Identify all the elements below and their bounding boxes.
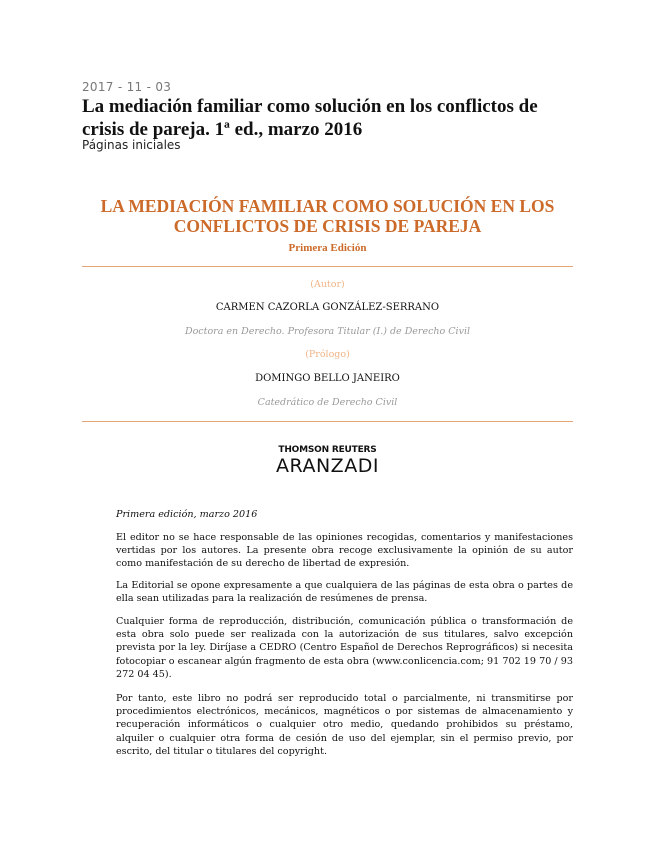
author-role: (Autor): [310, 279, 345, 290]
legal-paragraph-1: El editor no se hace responsable de las opiniones recogidas, comentarios y manifestaciones vertidas por los autores. La presente obra recoge exclusivamente la opinión de su autor como manifestación de su derecho de libertad de expresión.: [116, 532, 573, 570]
document-subtitle: Páginas iniciales: [82, 138, 181, 152]
book-title: LA MEDIACIÓN FAMILIAR COMO SOLUCIÓN EN LOS CONFLICTOS DE CRISIS DE PAREJA: [100, 196, 555, 236]
author-name: CARMEN CAZORLA GONZÁLEZ-SERRANO: [215, 302, 440, 313]
publisher-logo-main: ARANZADI: [276, 455, 379, 477]
divider-bottom: [82, 421, 573, 422]
document-title: La mediación familiar como solución en los conflictos de crisis de pareja. 1ª ed., marzo 2016: [82, 96, 538, 140]
author-description: Doctora en Derecho. Profesora Titular (I.) de Derecho Civil: [184, 326, 471, 337]
divider-top: [82, 266, 573, 267]
document-date: 2017 - 11 - 03: [82, 80, 172, 94]
prologue-author-description: Catedrático de Derecho Civil: [257, 397, 398, 408]
edition-label: Primera Edición: [288, 242, 367, 254]
legal-paragraph-3: Cualquier forma de reproducción, distribución, comunicación pública o transformación de esta obra solo puede ser realizada con la autorización de sus titulares, salvo excepción prevista por la ley. Diríjase a CEDRO (Centro Español de Derechos Reprográficos) si necesita fotocopiar o escanear algún fragmento de esta obra (www.conlicencia.com; 91 702 19 70 / 93 272 04 45).: [116, 616, 573, 680]
publisher-logo-top: THOMSON REUTERS: [278, 445, 377, 455]
edition-note: Primera edición, marzo 2016: [116, 509, 258, 520]
prologue-role: (Prólogo): [305, 349, 350, 360]
prologue-author-name: DOMINGO BELLO JANEIRO: [255, 373, 400, 384]
legal-paragraph-4: Por tanto, este libro no podrá ser reproducido total o parcialmente, ni transmitirse por procedimientos electrónicos, mecánicos, magnéticos o por sistemas de almacenamiento y recuperación informáticos o cualquier otro medio, quedando prohibidos su préstamo, alquiler o cualquier otra forma de cesión de uso del ejemplar, sin el permiso previo, por escrito, del titular o titulares del copyright.: [116, 693, 573, 757]
legal-paragraph-2: La Editorial se opone expresamente a que cualquiera de las páginas de esta obra o partes de ella sean utilizadas para la realización de resúmenes de prensa.: [116, 580, 573, 605]
